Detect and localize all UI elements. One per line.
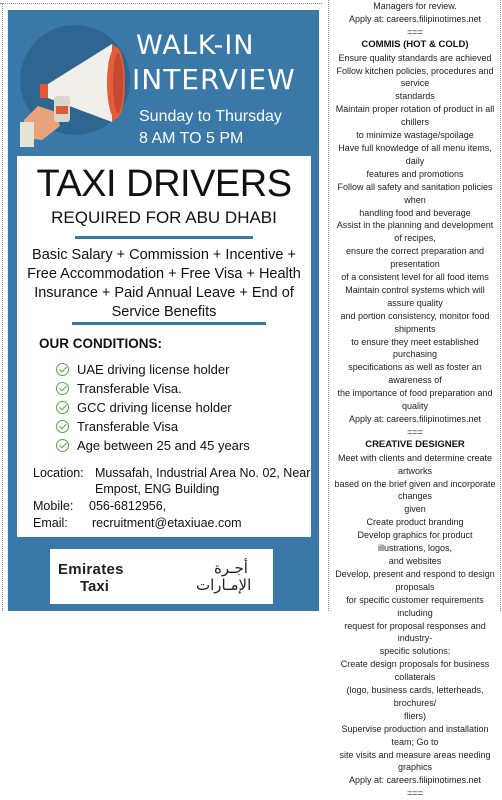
condition-text: UAE driving license holder: [77, 362, 230, 377]
emirates-taxi-logo: [50, 549, 273, 604]
condition-item: [56, 417, 250, 436]
listing-line: ===: [407, 788, 423, 799]
listing-line: ===: [407, 26, 423, 37]
listing-line: to minimize wastage/spoilage: [356, 130, 474, 141]
listing-line: Apply at: careers.filipinotimes.net: [348, 13, 482, 24]
listing-line: and portion consistency, monitor food shipments: [340, 310, 490, 334]
listing-line: given: [404, 504, 426, 515]
listing-line: Supervise production and installation team; Go to: [341, 723, 489, 747]
mobile-number: 056-6812956,: [89, 499, 167, 513]
listing-line: Ensure quality standards are achieved: [338, 52, 492, 63]
check-circle-icon: [56, 439, 69, 452]
walk-in-heading: WALK-IN: [136, 30, 255, 61]
location-address-cont: Empost, ENG Building: [95, 482, 220, 496]
listing-line: based on the brief given and incorporate changes: [334, 478, 496, 502]
listing-line: standards: [395, 91, 435, 102]
listing-line: to ensure they meet established purchasing: [351, 336, 479, 360]
condition-text: Transferable Visa: [77, 419, 179, 434]
job-advertisement: [8, 10, 319, 611]
dotted-border-left: [2, 3, 3, 611]
conditions-title: OUR CONDITIONS:: [39, 336, 162, 351]
listing-line: Follow kitchen policies, procedures and service: [336, 65, 494, 89]
dotted-column-divider: [328, 0, 329, 611]
listing-line: Create product branding: [366, 517, 464, 528]
listing-line: Have full knowledge of all menu items, daily: [338, 142, 492, 166]
listing-line: ===: [407, 426, 423, 437]
listing-line: for specific customer requirements including: [346, 594, 484, 618]
divider-rule: [72, 322, 266, 325]
schedule-days: Sunday to Thursday: [139, 108, 282, 125]
listing-line: features and promotions: [366, 168, 464, 179]
listing-line: ensure the correct preparation and presentation: [345, 246, 485, 270]
location-label: Location:: [33, 466, 84, 480]
dotted-border-right: [500, 0, 501, 611]
job-heading: COMMIS (HOT & COLD): [361, 38, 469, 50]
dotted-border-top: [0, 3, 322, 4]
job-heading: CREATIVE DESIGNER: [365, 438, 465, 450]
ad-header: [8, 10, 319, 160]
job-title: TAXI DRIVERS: [36, 163, 292, 205]
email-address: recruitment@etaxiuae.com: [92, 516, 242, 530]
email-label: Email:: [33, 516, 68, 530]
listing-line: fliers): [404, 710, 426, 721]
condition-text: GCC driving license holder: [77, 400, 232, 415]
listing-line: handling food and beverage: [359, 207, 471, 218]
job-listings-column: [333, 0, 497, 800]
schedule-hours: 8 AM TO 5 PM: [139, 130, 244, 147]
listing-line: Apply at: careers.filipinotimes.net: [348, 414, 482, 424]
benefits-text: Basic Salary + Commission + Incentive + Free Accommodation + Free Visa + Health Insurance + Paid Annual Leave + End of Service Benefits: [27, 247, 301, 320]
listing-line: Create design proposals for business collaterals: [340, 659, 490, 683]
listing-line: Maintain control systems which will assure quality: [345, 284, 485, 308]
listing-line: and websites: [388, 555, 442, 566]
listing-line: Follow all safety and sanitation policies when: [337, 181, 493, 205]
mobile-label: Mobile:: [33, 499, 74, 513]
conditions-list: [56, 360, 250, 455]
condition-item: [56, 379, 250, 398]
job-subtitle: REQUIRED FOR ABU DHABI: [51, 208, 277, 227]
megaphone-icon: [20, 22, 130, 147]
listing-line: Develop, present and respond to design proposals: [335, 568, 495, 592]
logo-text-ar: الإمـارات: [196, 576, 252, 594]
listing-line: Develop graphics for product illustrations, logos,: [357, 530, 473, 554]
check-circle-icon: [56, 382, 69, 395]
logo-text-ar: أجـرة: [214, 559, 248, 577]
listing-line: Assist in the planning and development of recipes,: [336, 220, 494, 244]
listing-line: of a consistent level for all food items: [341, 272, 489, 283]
listing-line: Maintain proper rotation of product in all chillers: [335, 104, 495, 128]
check-circle-icon: [56, 420, 69, 433]
listing-line: specific solutions;: [379, 646, 451, 657]
listing-line: (logo, business cards, letterheads, brochures/: [346, 685, 484, 708]
condition-text: Transferable Visa.: [77, 381, 182, 396]
listing-line: specifications as well as foster an awareness of: [348, 362, 482, 386]
check-circle-icon: [56, 401, 69, 414]
listing-line: the importance of food preparation and quality: [337, 388, 493, 412]
logo-text-en: Taxi: [80, 578, 109, 595]
condition-item: [56, 436, 250, 455]
condition-item: [56, 360, 250, 379]
condition-item: [56, 398, 250, 417]
interview-heading: INTERVIEW: [132, 63, 296, 96]
check-circle-icon: [56, 363, 69, 376]
condition-text: Age between 25 and 45 years: [77, 438, 250, 453]
job-details-panel: [17, 156, 311, 537]
listing-line: site visits and measure areas needing graphics: [339, 749, 491, 773]
listing-line: Meet with clients and determine create artworks: [337, 452, 493, 476]
logo-text-en: Emirates: [58, 561, 124, 578]
location-address: Mussafah, Industrial Area No. 02, Near: [95, 466, 311, 480]
listing-line: Managers for review.: [373, 1, 457, 11]
listing-line: Apply at: careers.filipinotimes.net: [348, 775, 482, 786]
divider-rule: [75, 236, 253, 239]
listing-line: request for proposal responses and industry-: [344, 620, 486, 644]
